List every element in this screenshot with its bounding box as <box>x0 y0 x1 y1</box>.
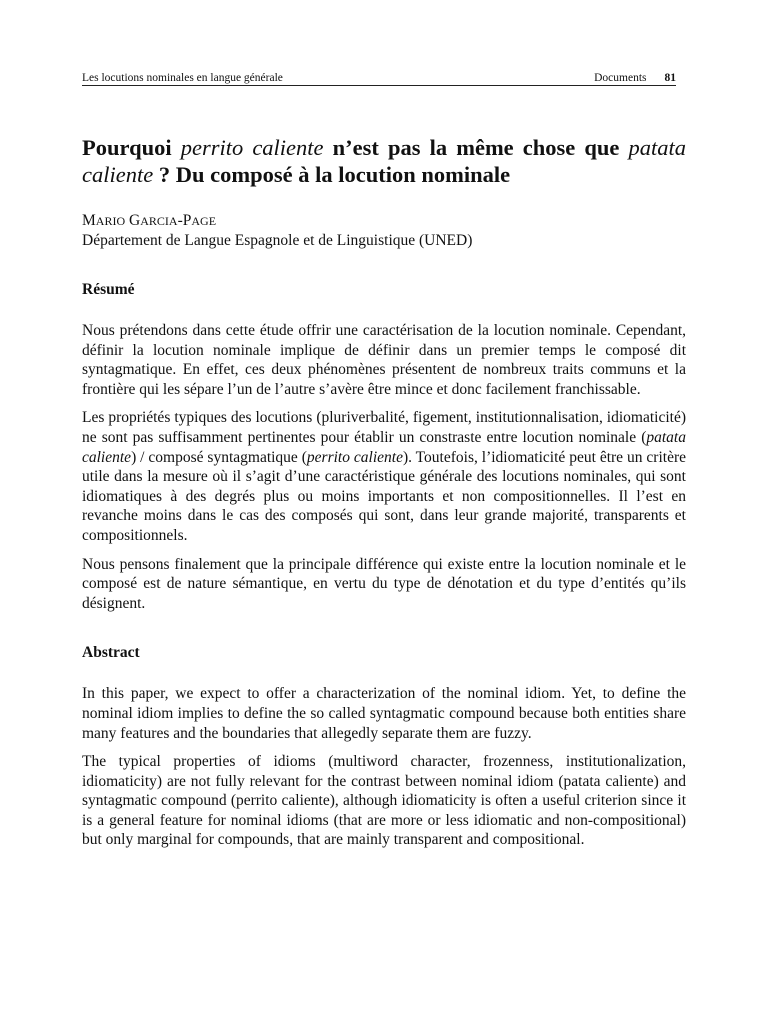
page-number: 81 <box>664 72 676 84</box>
title-part1: Pourquoi <box>82 135 181 160</box>
author-hyphen: - <box>177 212 183 229</box>
author-first-rest: ARIO <box>95 214 126 228</box>
resume-heading: Résumé <box>82 281 135 298</box>
abstract-heading: Abstract <box>82 644 140 662</box>
running-head-right <box>594 72 676 84</box>
author-last2-initial: P <box>182 212 192 229</box>
author-first-initial: M <box>82 212 96 229</box>
resume-paragraph-1: Nous prétendons dans cette étude offrir une caractérisation de la locution nominale. Cependant, définir la locution nominale implique de définir dans un premier temps le composé dit syntagmatique. En effet, ces deux phénomènes présentent de nombreux traits communs et la frontière qui les sépare l’un de l’autre s’avère être mince et donc facilement franchissable. <box>82 322 686 398</box>
resume-p2-italic-patata: patata caliente <box>82 428 686 466</box>
resume-p2-text-a: Les propriétés typiques des locutions (pluriverbalité, figement, institutionnalisation, idiomaticité) ne sont pas suffisamment pertinentes pour établir un constraste entre locution nominale ( <box>82 409 686 446</box>
author-last-initial: G <box>129 212 141 229</box>
author-last2-rest: AGE <box>191 214 217 228</box>
article-title <box>82 134 686 188</box>
abstract-paragraph-1: In this paper, we expect to offer a characterization of the nominal idiom. Yet, to define the nominal idiom implies to define the so called syntagmatic compound because both entities share many features and the boundaries that allegedly separate them are fuzzy. <box>82 685 686 742</box>
resume-paragraph-2 <box>82 408 686 545</box>
title-italic-perrito: perrito caliente <box>180 135 324 160</box>
title-part2: n’est pas la même chose que <box>323 135 629 160</box>
resume-p2-text-c: ). Toutefois, l’idiomaticité peut être un critère utile dans la mesure où il s’agit d’une caractéristique générale des locutions nominales, qui sont idiomatiques à des degrés plus ou moins importants et non compositionnelles. Il l’est en revanche moins dans le cas des composés qui sont, dans leur grande majorité, transparents et compositionnels. <box>82 448 686 544</box>
author-last-mid: ARCIA <box>140 214 178 228</box>
running-head-title: Les locutions nominales en langue générale <box>82 72 283 84</box>
author-name <box>82 211 686 231</box>
title-italic-patata: patata caliente <box>82 135 686 187</box>
document-page <box>82 72 686 850</box>
author-affiliation: Département de Langue Espagnole et de Linguistique (UNED) <box>82 232 473 249</box>
resume-paragraph-3: Nous pensons finalement que la principale différence qui existe entre la locution nominale et le composé est de nature sémantique, en vertu du type de dénotation et du type d’entités qu’ils désignent. <box>82 555 686 612</box>
resume-p2-italic-perrito: perrito caliente <box>306 448 403 466</box>
abstract-paragraph-2: The typical properties of idioms (multiword character, frozenness, institutionalization, idiomaticity) are not fully relevant for the contrast between nominal idiom (patata caliente) and syntagmatic compound (perrito caliente), although idiomaticity is often a useful criterion since it is a general feature for nominal idioms (that are more or less idiomatic and non-compositional) but only marginal for compounds, that are mainly transparent and compositional. <box>82 753 686 849</box>
running-head-section: Documents <box>594 72 647 84</box>
title-part3: ? Du composé à la locution nominale <box>153 162 511 187</box>
resume-p2-text-b: ) / composé syntagmatique ( <box>131 448 307 466</box>
running-header <box>82 72 676 86</box>
